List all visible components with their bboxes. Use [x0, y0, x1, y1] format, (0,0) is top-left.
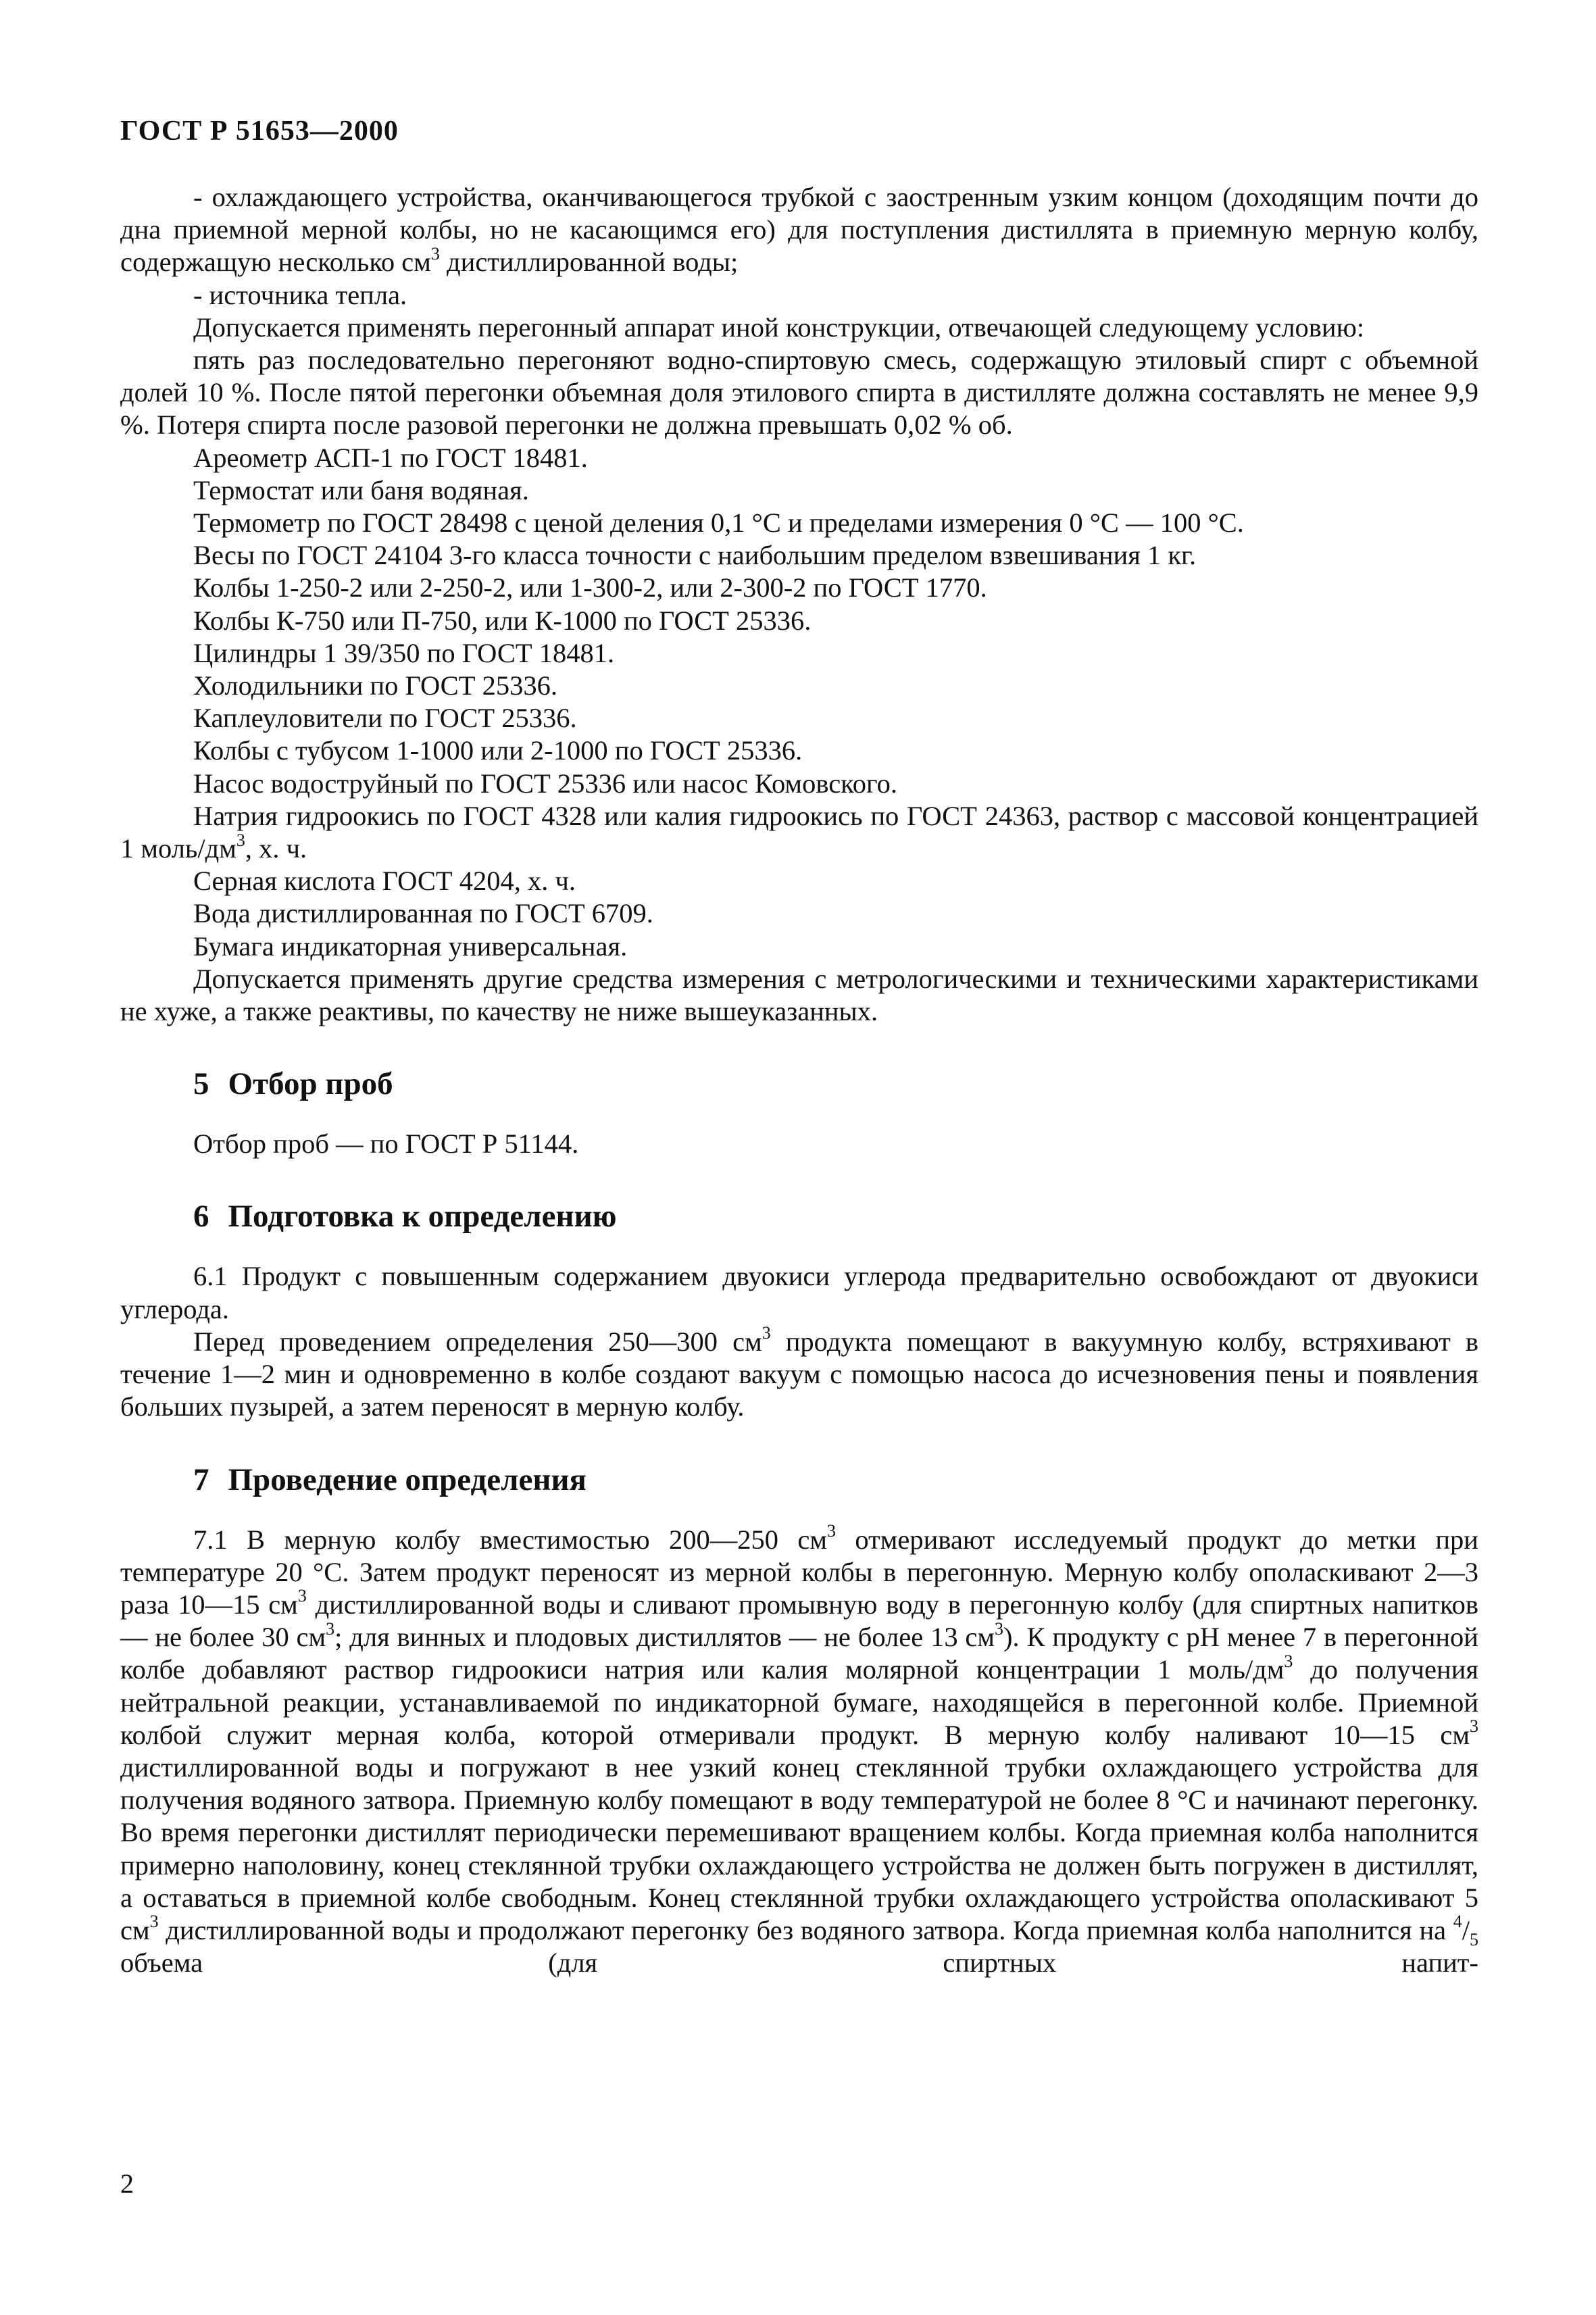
paragraph-naoh: Натрия гидроокись по ГОСТ 4328 или калия гидроокись по ГОСТ 24363, раствор с массовой концентрацией 1 моль/$дм^3$, х. ч. — [120, 800, 1478, 864]
paragraph-other-means: Допускается применять другие средства измерения с метрологическими и техническими характеристиками не хуже, а также реактивы, по качеству не ниже вышеуказанных. — [120, 963, 1478, 1027]
list-item: Бумага индикаторная универсальная. — [193, 930, 628, 962]
list-item: Колбы 1-250-2 или 2-250-2, или 1-300-2, или 2-300-2 по ГОСТ 1770. — [193, 572, 987, 603]
list-item: Колбы К-750 или П-750, или К-1000 по ГОСТ 25336. — [193, 605, 812, 636]
fraction-four-fifths: $^4/_5$ — [1453, 1912, 1478, 1950]
list-item: Холодильники по ГОСТ 25336. — [193, 670, 557, 701]
list-item: Ареометр АСП-1 по ГОСТ 18481. — [193, 442, 588, 473]
paragraph-sampling: Отбор проб — по ГОСТ Р 51144. — [193, 1128, 579, 1160]
section-heading-6: 6 Подготовка к определению — [193, 1199, 617, 1235]
paragraph-cooler: - охлаждающего устройства, оканчивающегося трубкой с заостренным узким концом (доходящим почти до дна приемной мерной колбы, но не касающимся его) для поступления дистиллята в приемную мерную колбу, содержащую несколько $см^3$ дистиллированной воды; — [120, 182, 1478, 278]
list-item: Вода дистиллированная по ГОСТ 6709. — [193, 898, 653, 929]
list-item: Термометр по ГОСТ 28498 с ценой деления 0,1 °С и пределами измерения 0 °С — 100 °С. — [193, 507, 1244, 539]
list-item: Каплеуловители по ГОСТ 25336. — [193, 703, 577, 734]
document-body — [120, 181, 1478, 1979]
paragraph-6-2: Перед проведением определения 250—300 $см^3$ продукта помещают в вакуумную колбу, встряхивают в течение 1—2 мин и одновременно в колбе создают вакуум с помощью насоса до исчезновения пены и появления больших пузырей, а затем переносят в мерную колбу. — [120, 1323, 1478, 1422]
list-item: Серная кислота ГОСТ 4204, х. ч. — [193, 866, 576, 897]
list-item: Насос водоструйный по ГОСТ 25336 или насос Комовского. — [193, 768, 898, 799]
page-number: 2 — [120, 2168, 134, 2199]
list-item: Колбы с тубусом 1-1000 или 2-1000 по ГОСТ 25336. — [193, 735, 803, 766]
paragraph-alt-apparatus: Допускается применять перегонный аппарат иной конструкции, отвечающей следующему условию: — [193, 312, 1365, 343]
paragraph-6-1: 6.1 Продукт с повышенным содержанием двуокиси углерода предварительно освобождают от двуокиси углерода. — [120, 1261, 1478, 1324]
paragraph-heat-source: - источника тепла. — [193, 279, 407, 310]
document-code-header: ГОСТ Р 51653—2000 — [120, 116, 399, 147]
section-heading-7: 7 Проведение определения — [193, 1462, 587, 1497]
list-item: Цилиндры 1 39/350 по ГОСТ 18481. — [193, 637, 615, 668]
section-heading-5: 5 Отбор проб — [193, 1066, 393, 1102]
paragraph-7-1: 7.1 В мерную колбу вместимостью 200—250 $см^3$ отмеривают исследуемый продукт до метки при температуре 20 °С. Затем продукт переносят из мерной колбы в перегонную. Мерную колбу ополаскивают 2—3 раза 10—15 $см^3$ дистиллированной воды и сливают промывную воду в перегонную колбу (для спиртных напитков — не более 30 $см^3$; для винных и плодовых дистиллятов — не более 13 $см^3$). К продукту с рН менее 7 в перегонной колбе добавляют раствор гидроокиси натрия или калия молярной концентрации 1 моль/$дм^3$ до получения нейтральной реакции, устанавливаемой по индикаторной бумаге, находящейся в перегонной колбе. Приемной колбой служит мерная колба, которой отмеривали продукт. В мерную колбу наливают 10—15 $см^3$ дистиллированной воды и погружают в нее узкий конец стеклянной трубки охлаждающего устройства для получения водяного затвора. Приемную колбу помещают в воду температурой не более 8 °С и начинают перегонку. Во время перегонки дистиллят периодически перемешивают вращением колбы. Когда приемная колба наполнится примерно наполовину, конец стеклянной трубки охлаждающего устройства не должен быть погружен в дистиллят, а оставаться в приемной колбе свободным. Конец стеклянной трубки охлаждающего устройства ополаскивают 5 $см^3$ дистиллированной воды и продолжают перегонку без водяного затвора. Когда приемная колба наполнится на $^4/_5$ объема (для спиртных напит- — [120, 1521, 1478, 1978]
list-item: Весы по ГОСТ 24104 3-го класса точности с наибольшим пределом взвешивания 1 кг. — [193, 540, 1197, 571]
paragraph-condition: пять раз последовательно перегоняют водно-спиртовую смесь, содержащую этиловый спирт с объемной долей 10 %. После пятой перегонки объемная доля этилового спирта в дистилляте должна составлять не менее 9,9 %. Потеря спирта после разовой перегонки не должна превышать 0,02 % об. — [120, 345, 1478, 441]
list-item: Термостат или баня водяная. — [193, 474, 529, 505]
